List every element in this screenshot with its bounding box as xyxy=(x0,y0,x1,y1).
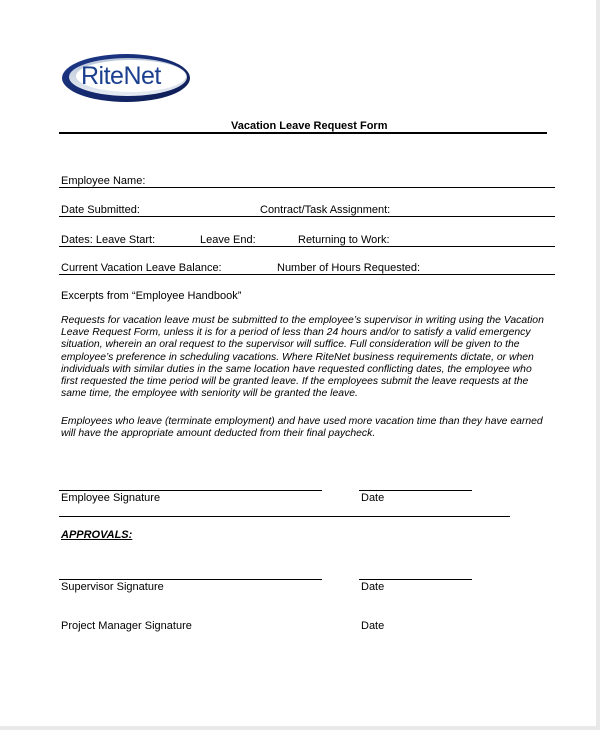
handbook-paragraph-1: Requests for vacation leave must be submitted to the employee’s supervisor in writing using the Vacation Leave Request Form, unless it is for a period of less than 24 hours and/or to satisfy a valid emergency situation, wherein an oral request to the supervisor will suffice. Full consideration will be given to the employee’s preference in scheduling vacations. Where RiteNet business requirements dictate, or when individuals with similar duties in the same location have requested conflicting dates, the employee who first requested the time period will be granted leave. If the employees submit the leave requests at the same time, the employee with seniority will be granted the leave. xyxy=(61,315,544,400)
section-divider xyxy=(59,516,510,517)
excerpts-heading: Excerpts from “Employee Handbook” xyxy=(61,290,242,302)
contract-task-label: Contract/Task Assignment: xyxy=(260,204,391,216)
returning-label: Returning to Work: xyxy=(298,234,390,246)
leave-end-label: Leave End: xyxy=(200,234,256,246)
supervisor-date-line[interactable] xyxy=(359,579,472,580)
employee-signature-label: Employee Signature xyxy=(61,492,161,504)
date-submitted-label: Date Submitted: xyxy=(61,204,140,216)
approvals-heading: APPROVALS: xyxy=(61,529,133,541)
handbook-paragraph-2: Employees who leave (terminate employment) and have used more vacation time than they have earned will have the appropriate amount deducted from their final paycheck. xyxy=(61,416,543,440)
supervisor-date-label: Date xyxy=(361,581,385,593)
leave-start-label: Dates: Leave Start: xyxy=(61,234,156,246)
balance-label: Current Vacation Leave Balance: xyxy=(61,262,222,274)
supervisor-signature-line[interactable] xyxy=(59,579,322,580)
title-rule xyxy=(59,132,547,134)
employee-signature-line[interactable] xyxy=(59,490,322,491)
pm-signature-label: Project Manager Signature xyxy=(61,620,192,632)
hours-requested-label: Number of Hours Requested: xyxy=(277,262,421,274)
employee-name-label: Employee Name: xyxy=(61,175,146,187)
employee-name-field[interactable] xyxy=(59,187,555,188)
form-title: Vacation Leave Request Form xyxy=(231,120,388,132)
employee-date-line[interactable] xyxy=(359,490,472,491)
dates-field[interactable] xyxy=(59,246,555,247)
balance-field[interactable] xyxy=(59,274,555,275)
employee-date-label: Date xyxy=(361,492,385,504)
supervisor-signature-label: Supervisor Signature xyxy=(61,581,164,593)
logo-text: RiteNet xyxy=(81,62,161,90)
pm-date-label: Date xyxy=(361,620,385,632)
date-submitted-field[interactable] xyxy=(59,216,555,217)
ritenet-logo xyxy=(59,50,193,106)
